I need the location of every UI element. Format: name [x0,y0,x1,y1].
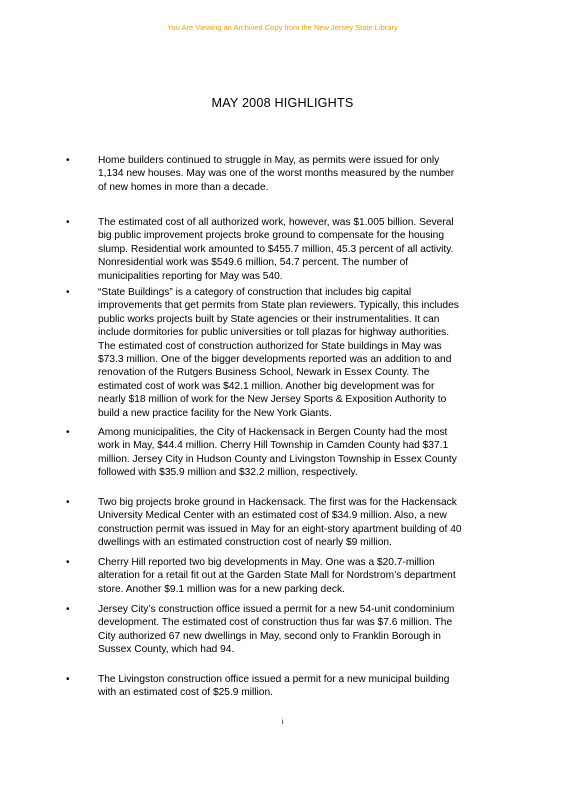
bullet-icon: • [66,217,70,228]
bullet-text: “State Buildings” is a category of construction that includes big capital improvements that get permits from State plan reviewers. Typically, this includes public works projects built by State agencies or their instrumentalities. It can include dormitories for public universities or toll plazas for highway authorities. The estimated cost of construction authorized for State buildings in May was $73.3 million. One of the bigger developments reported was an addition to and renovation of the Rutgers Business School, Newark in Essex County. The estimated cost of work was $42.1 million. Another big development was for nearly $18 million of work for the New Jersey Sports & Exposition Authority to build a new practice facility for the New York Giants. [98,287,459,419]
page-number: i [281,719,284,726]
bullet-text: Jersey City’s construction office issued a permit for a new 54-unit condominium development. The estimated cost of construction thus far was $7.6 million. The City authorized 67 new dwellings in May, second only to Franklin Borough in Sussex County, which had 94. [98,604,455,656]
bullet-icon: • [66,557,70,568]
bullet-icon: • [66,427,70,438]
bullet-text: The estimated cost of all authorized work, however, was $1.005 billion. Several big public improvement projects broke ground to compensate for the housing slump. Residential work amounted to $455.7 million, 45.3 percent of all activity. Nonresidential work was $549.6 million, 54.7 percent. The number of municipalities reporting for May was 540. [98,217,454,282]
bullet-icon: • [66,497,70,508]
archive-banner: You Are Viewing an Archived Copy from the New Jersey State Library [167,23,398,32]
bullet-icon: • [66,287,70,298]
bullet-icon: • [66,155,70,166]
page-title: MAY 2008 HIGHLIGHTS [211,96,354,110]
bullet-text: The Livingston construction office issued a permit for a new municipal building with an estimated cost of $25.9 million. [98,674,450,699]
bullet-icon: • [66,604,70,615]
bullet-text: Home builders continued to struggle in May, as permits were issued for only 1,134 new houses. May was one of the worst months measured by the number of new homes in more than a decade. [98,155,455,193]
bullet-text: Cherry Hill reported two big developments in May. One was a $20.7-million alteration for a retail fit out at the Garden State Mall for Nordstrom’s department store. Another $9.1 million was for a new parking deck. [98,557,456,595]
bullet-icon: • [66,674,70,685]
bullet-text: Among municipalities, the City of Hackensack in Bergen County had the most work in May, $44.4 million. Cherry Hill Township in Camden County had $37.1 million. Jersey City in Hudson County and Livingston Township in Essex County followed with $35.9 million and $32.2 million, respectively. [98,427,457,479]
bullet-text: Two big projects broke ground in Hackensack. The first was for the Hackensack University Medical Center with an estimated cost of $34.9 million. Also, a new construction permit was issued in May for an eight-story apartment building of 40 dwellings with an estimated construction cost of nearly $9 million. [98,497,462,549]
